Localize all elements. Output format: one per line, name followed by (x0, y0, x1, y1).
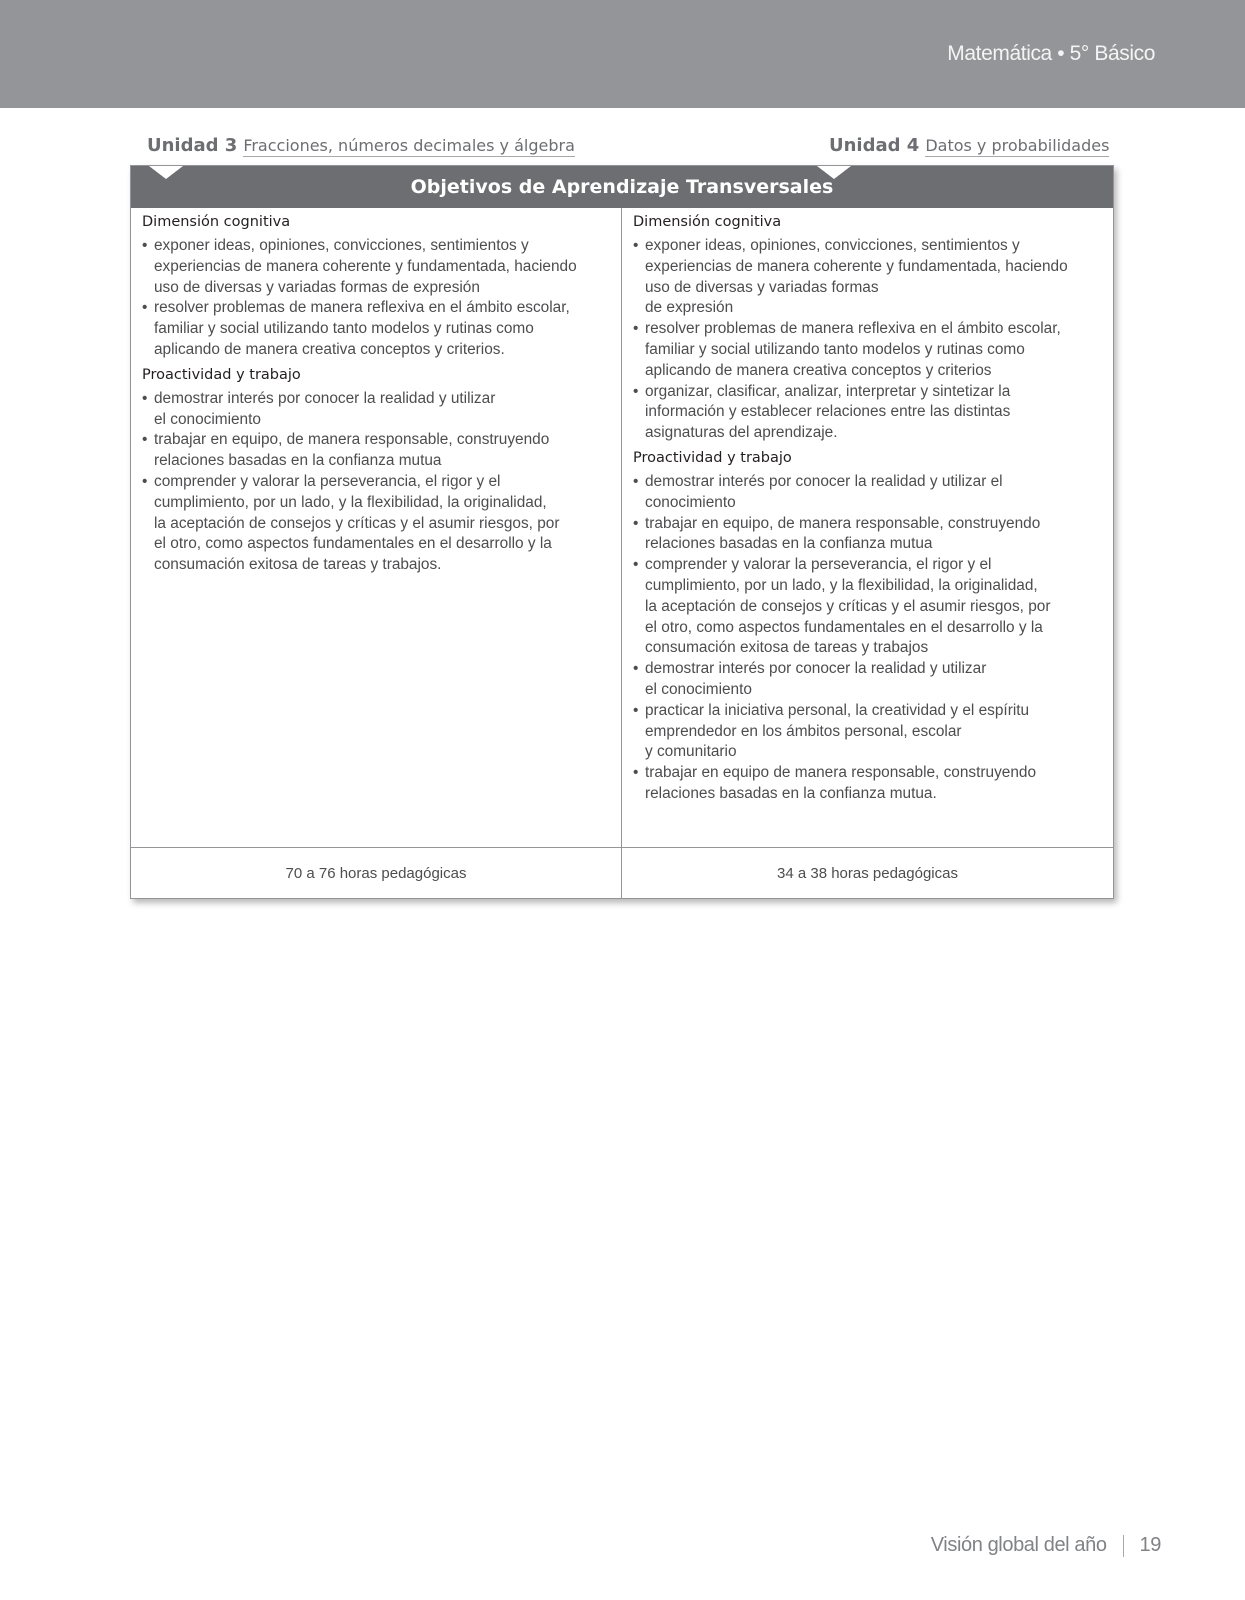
unit-3-label (147, 135, 575, 156)
footer-divider (1123, 1535, 1124, 1557)
proactivity-list (633, 472, 1101, 805)
list-item: • exponer ideas, opiniones, convicciones, sentimientos y experiencias de manera coherente y fundamentada, haciendo uso de diversas y variadas formas de expresión (633, 236, 1101, 319)
list-item: • exponer ideas, opiniones, convicciones, sentimientos y experiencias de manera coherente y fundamentada, haciendo uso de diversas y variadas formas de expresión (142, 236, 609, 298)
unit-3-number: Unidad 3 (147, 135, 238, 156)
list-item: • trabajar en equipo, de manera responsable, construyendo relaciones basadas en la confianza mutua (142, 430, 609, 472)
list-item: • demostrar interés por conocer la realidad y utilizar el conocimiento (633, 659, 1101, 701)
page-footer (931, 1534, 1161, 1557)
unit-4-column (622, 208, 1113, 847)
list-item: • resolver problemas de manera reflexiva en el ámbito escolar, familiar y social utilizando tanto modelos y rutinas como aplicando de manera creativa conceptos y criterios (633, 319, 1101, 381)
list-item: • comprender y valorar la perseverancia, el rigor y el cumplimiento, por un lado, y la flexibilidad, la originalidad, la aceptación de consejos y críticas y el asumir riesgos, por el otro, como aspectos fundamentales en el desarrollo y la consumación exitosa de tareas y trabajos. (142, 472, 609, 576)
header-title: Matemática • 5° Básico (947, 42, 1155, 65)
list-item: • organizar, clasificar, analizar, interpretar y sintetizar la información y establecer relaciones entre las distintas asignaturas del aprendizaje. (633, 382, 1101, 444)
unit-4-number: Unidad 4 (829, 135, 920, 156)
notch-right-decoration (817, 166, 851, 179)
unit-3-name: Fracciones, números decimales y álgebra (243, 136, 575, 155)
list-item: • demostrar interés por conocer la realidad y utilizar el conocimiento (633, 472, 1101, 514)
header-band (0, 0, 1245, 108)
objectives-table (130, 165, 1114, 899)
section-title-proactivity: Proactividad y trabajo (142, 366, 301, 383)
table-title: Objetivos de Aprendizaje Transversales (131, 166, 1113, 208)
cognitive-list (633, 236, 1101, 444)
page-number: 19 (1139, 1534, 1161, 1556)
hours-row (131, 847, 1113, 899)
unit-4-name: Datos y probabilidades (925, 136, 1110, 155)
unit-4-hours: 34 a 38 horas pedagógicas (777, 865, 958, 882)
section-title-cognitive: Dimensión cognitiva (633, 214, 782, 230)
section-title-proactivity: Proactividad y trabajo (633, 449, 792, 466)
unit-3-hours: 70 a 76 horas pedagógicas (131, 848, 622, 899)
notch-left-decoration (149, 166, 183, 179)
section-title-cognitive: Dimensión cognitiva (142, 214, 291, 230)
list-item: • resolver problemas de manera reflexiva en el ámbito escolar, familiar y social utilizando tanto modelos y rutinas como aplicando de manera creativa conceptos y criterios. (142, 298, 609, 360)
unit-3-column (131, 208, 622, 847)
cognitive-list (142, 236, 609, 361)
unit-4-label (829, 135, 1109, 156)
list-item: • trabajar en equipo, de manera responsable, construyendo relaciones basadas en la confianza mutua (633, 514, 1101, 556)
proactivity-list (142, 389, 609, 576)
list-item: • demostrar interés por conocer la realidad y utilizar el conocimiento (142, 389, 609, 431)
list-item: • trabajar en equipo de manera responsable, construyendo relaciones basadas en la confianza mutua. (633, 763, 1101, 805)
list-item: • practicar la iniciativa personal, la creatividad y el espíritu emprendedor en los ámbitos personal, escolar y comunitario (633, 701, 1101, 763)
list-item: • comprender y valorar la perseverancia, el rigor y el cumplimiento, por un lado, y la flexibilidad, la originalidad, la aceptación de consejos y críticas y el asumir riesgos, por el otro, como aspectos fundamentales en el desarrollo y la consumación exitosa de tareas y trabajos (633, 555, 1101, 659)
footer-section-label: Visión global del año (930, 1534, 1107, 1556)
